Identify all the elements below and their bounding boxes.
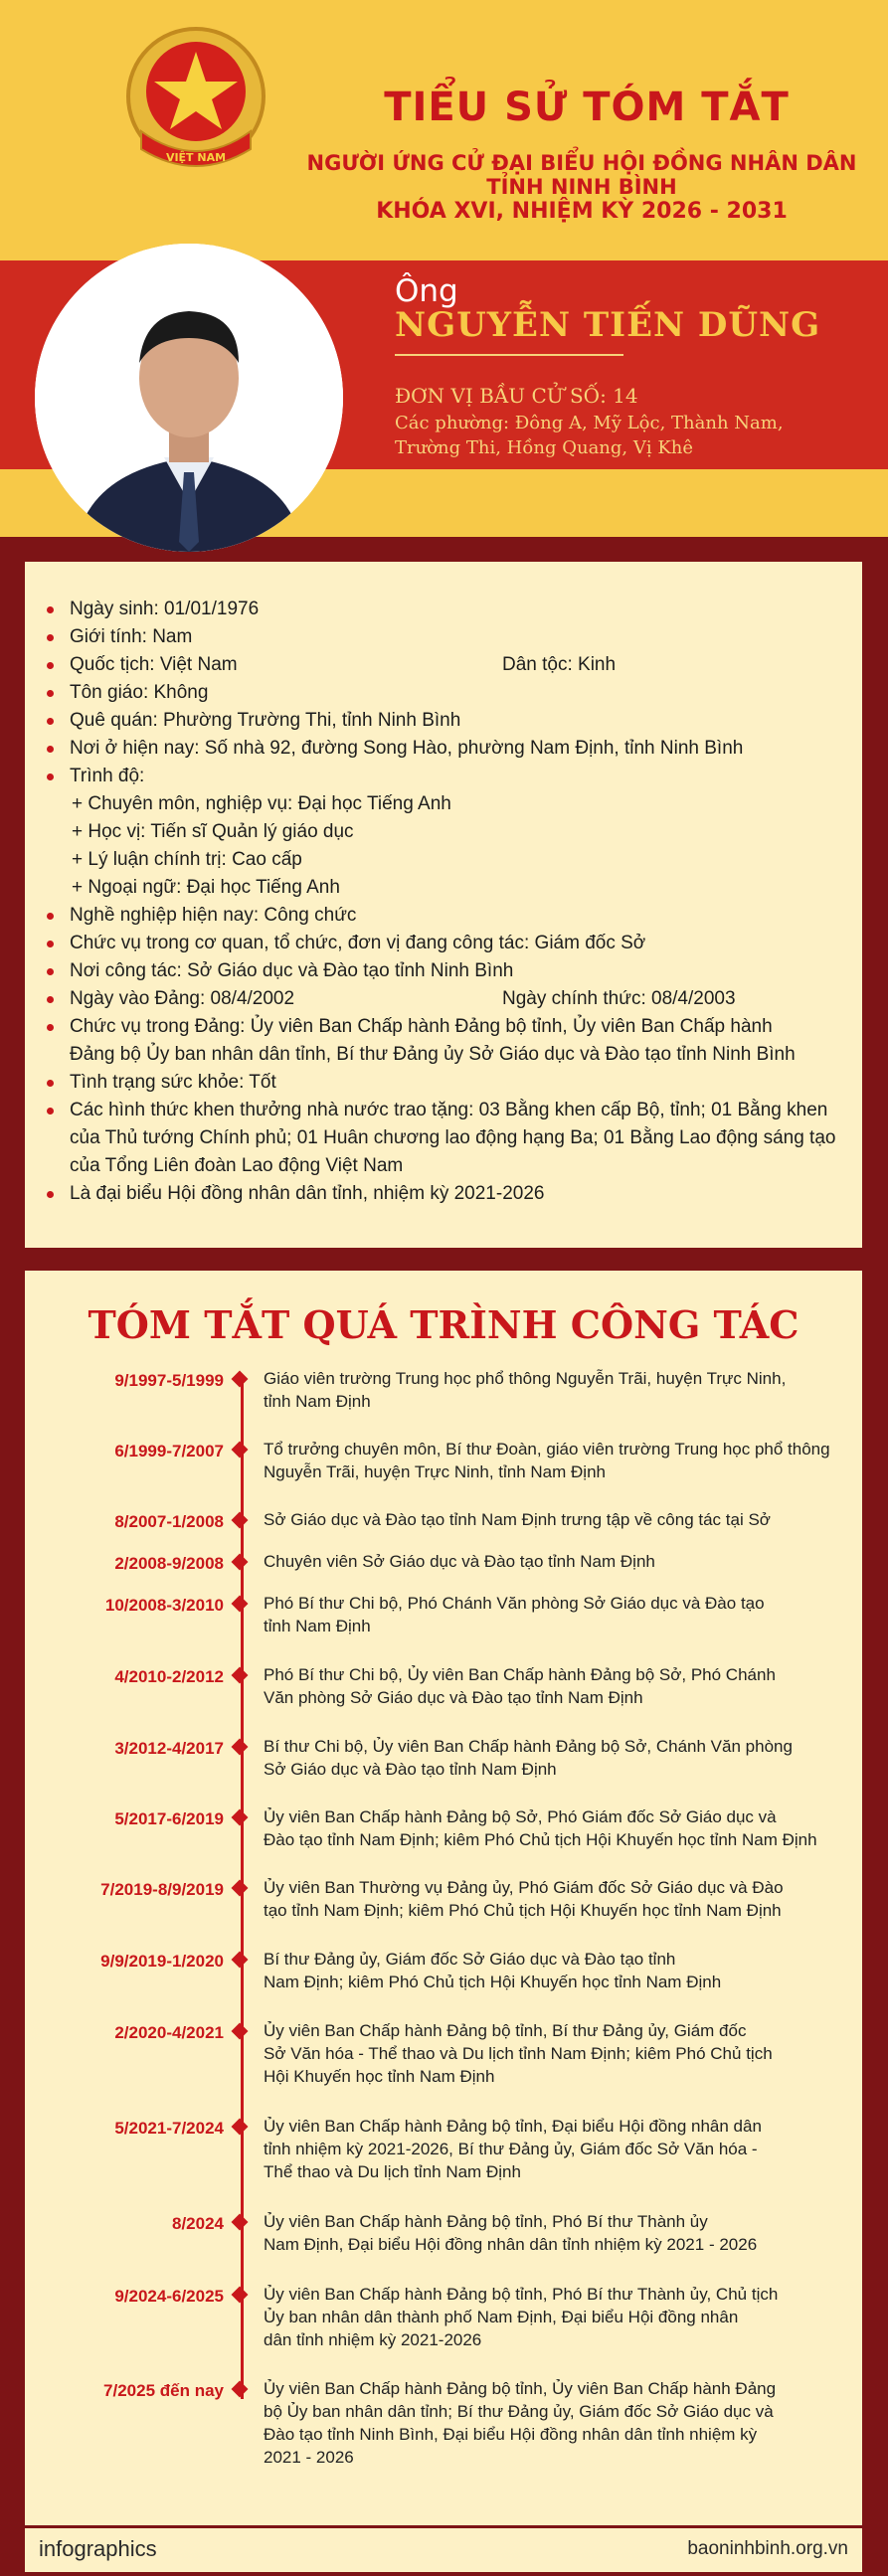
timeline-date: 2/2020-4/2021 <box>114 2023 224 2042</box>
footer-label: infographics <box>39 2536 157 2561</box>
national-emblem <box>111 22 280 186</box>
personal-info-panel <box>25 562 862 1248</box>
timeline-description-line: Đào tạo tỉnh Nam Định; kiêm Phó Chủ tịch Hội Khuyến học tỉnh Nam Định <box>264 1830 817 1849</box>
info-job: Nghề nghiệp hiện nay: Công chức <box>70 902 837 930</box>
timeline-date: 2/2008-9/2008 <box>114 1554 224 1573</box>
timeline-description-line: bộ Ủy ban nhân dân tỉnh; Bí thư Đảng ủy, Giám đốc Sở Giáo dục và <box>264 2402 774 2421</box>
timeline-marker-icon <box>232 1442 249 1459</box>
timeline-marker-icon <box>232 1952 249 1969</box>
timeline-description-line: Ủy ban nhân dân thành phố Nam Định, Đại biểu Hội đồng nhân <box>264 2308 739 2326</box>
timeline-description-line: Sở Giáo dục và Đào tạo tỉnh Nam Định trưng tập về công tác tại Sở <box>264 1510 771 1529</box>
timeline-date: 5/2017-6/2019 <box>114 1809 224 1828</box>
timeline-description-line: Bí thư Chi bộ, Ủy viên Ban Chấp hành Đảng bộ Sở, Chánh Văn phòng <box>264 1737 793 1756</box>
info-residence: Nơi ở hiện nay: Số nhà 92, đường Song Hào, phường Nam Định, tỉnh Ninh Bình <box>70 735 837 763</box>
timeline-description-line: Ủy viên Ban Chấp hành Đảng bộ tỉnh, Phó Bí thư Thành ủy, Chủ tịch <box>264 2285 779 2304</box>
awards-line: của Thủ tướng Chính phủ; 01 Huân chương lao động hạng Ba; 01 Bằng Lao động sáng tạo <box>70 1127 836 1148</box>
timeline-description-line: Bí thư Đảng ủy, Giám đốc Sở Giáo dục và Đào tạo tỉnh <box>264 1950 676 1969</box>
info-workplace: Nơi công tác: Sở Giáo dục và Đào tạo tỉnh Ninh Bình <box>70 957 837 985</box>
timeline-description <box>264 1805 850 1851</box>
timeline-description-line: tỉnh nhiệm kỳ 2021-2026, Bí thư Đảng ủy, Giám đốc Sở Văn hóa - <box>264 2140 758 2158</box>
timeline-marker-icon <box>232 1739 249 1756</box>
timeline-description <box>264 2283 850 2351</box>
info-edu-politics: + Lý luận chính trị: Cao cấp <box>72 849 302 870</box>
party-position-line: Đảng bộ Ủy ban nhân dân tỉnh, Bí thư Đảng ủy Sở Giáo dục và Đào tạo tỉnh Ninh Bình <box>70 1044 796 1065</box>
info-party-row <box>70 985 837 1013</box>
info-health: Tình trạng sức khỏe: Tốt <box>70 1069 837 1097</box>
electoral-wards <box>395 411 793 460</box>
info-education: Trình độ: <box>70 763 837 790</box>
info-hometown: Quê quán: Phường Trường Thi, tỉnh Ninh Bình <box>70 707 837 735</box>
timeline-description-line: Hội Khuyến học tỉnh Nam Định <box>264 2067 495 2086</box>
timeline-description <box>264 2210 850 2256</box>
timeline-description <box>264 1508 850 1531</box>
timeline-date: 9/9/2019-1/2020 <box>100 1952 224 1971</box>
timeline-date: 10/2008-3/2010 <box>104 1596 224 1615</box>
timeline-date: 9/2024-6/2025 <box>114 2287 224 2306</box>
awards-line: của Tổng Liên đoàn Lao động Việt Nam <box>70 1155 404 1176</box>
info-nationality: Quốc tịch: Việt Nam <box>70 654 238 675</box>
timeline-description-line: Ủy viên Ban Chấp hành Đảng bộ tỉnh, Ủy viên Ban Chấp hành Đảng <box>264 2379 777 2398</box>
timeline-marker-icon <box>232 2214 249 2231</box>
timeline-date: 7/2025 đến nay <box>103 2381 224 2400</box>
timeline-marker-icon <box>232 1596 249 1613</box>
timeline-description-line: tỉnh Nam Định <box>264 1617 371 1635</box>
electoral-unit: ĐƠN VỊ BẦU CỬ SỐ: 14 <box>395 384 638 408</box>
timeline-description-line: Đào tạo tỉnh Ninh Bình, Đại biểu Hội đồng nhân dân tỉnh nhiệm kỳ <box>264 2425 758 2444</box>
timeline-marker-icon <box>232 1512 249 1529</box>
timeline-date: 9/1997-5/1999 <box>114 1371 224 1390</box>
timeline-date: 8/2024 <box>172 2214 224 2233</box>
info-gender: Giới tính: Nam <box>70 623 837 651</box>
timeline-description-line: 2021 - 2026 <box>264 2448 354 2467</box>
timeline-description <box>264 1592 850 1637</box>
timeline-marker-icon <box>232 2381 249 2398</box>
timeline-description <box>264 2019 850 2088</box>
wards-line: Trường Thi, Hồng Quang, Vị Khê <box>395 437 694 458</box>
timeline-description-line: Phó Bí thư Chi bộ, Phó Chánh Văn phòng Sở Giáo dục và Đào tạo <box>264 1594 765 1613</box>
info-delegate: Là đại biểu Hội đồng nhân dân tỉnh, nhiệm kỳ 2021-2026 <box>70 1180 837 1208</box>
awards-line: Các hình thức khen thưởng nhà nước trao tặng: 03 Bằng khen cấp Bộ, tỉnh; 01 Bằng khen <box>70 1100 828 1120</box>
timeline-description-line: Ủy viên Ban Chấp hành Đảng bộ Sở, Phó Giám đốc Sở Giáo dục và <box>264 1807 777 1826</box>
info-birth: Ngày sinh: 01/01/1976 <box>70 596 837 623</box>
timeline-description-line: Chuyên viên Sở Giáo dục và Đào tạo tỉnh Nam Định <box>264 1552 655 1571</box>
timeline-date: 4/2010-2/2012 <box>114 1667 224 1686</box>
timeline-marker-icon <box>232 1809 249 1826</box>
timeline-date: 3/2012-4/2017 <box>114 1739 224 1758</box>
party-position-line: Chức vụ trong Đảng: Ủy viên Ban Chấp hành Đảng bộ tỉnh, Ủy viên Ban Chấp hành <box>70 1016 773 1037</box>
timeline-description <box>264 2115 850 2183</box>
candidate-name: NGUYỄN TIẾN DŨNG <box>395 305 821 345</box>
timeline-description-line: Giáo viên trường Trung học phổ thông Nguyễn Trãi, huyện Trực Ninh, <box>264 1369 787 1388</box>
page-title: TIỂU SỬ TÓM TẮT <box>384 85 790 130</box>
info-religion: Tôn giáo: Không <box>70 679 837 707</box>
timeline-description <box>264 1876 850 1922</box>
timeline-description <box>264 1367 850 1413</box>
timeline-description-line: Sở Giáo dục và Đào tạo tỉnh Nam Định <box>264 1760 557 1779</box>
timeline-description-line: Nam Định; kiêm Phó Chủ tịch Hội Khuyến học tỉnh Nam Định <box>264 1973 722 1991</box>
info-party-position <box>70 1013 837 1069</box>
info-awards <box>70 1097 837 1180</box>
timeline-marker-icon <box>232 1371 249 1388</box>
info-party-official: Ngày chính thức: 08/4/2003 <box>502 988 736 1009</box>
info-position: Chức vụ trong cơ quan, tổ chức, đơn vị đang công tác: Giám đốc Sở <box>70 930 837 957</box>
timeline-description-line: Văn phòng Sở Giáo dục và Đào tạo tỉnh Nam Định <box>264 1688 643 1707</box>
info-ethnicity: Dân tộc: Kinh <box>502 654 617 675</box>
page-term: KHÓA XVI, NHIỆM KỲ 2026 - 2031 <box>376 199 788 224</box>
info-party-join: Ngày vào Đảng: 08/4/2002 <box>70 988 295 1009</box>
timeline-marker-icon <box>232 2119 249 2136</box>
career-title: TÓM TẮT QUÁ TRÌNH CÔNG TÁC <box>88 1302 799 1347</box>
timeline-marker-icon <box>232 1880 249 1897</box>
footer <box>25 2528 862 2572</box>
timeline-description-line: Nguyễn Trãi, huyện Trực Ninh, tỉnh Nam Định <box>264 1462 606 1481</box>
timeline-marker-icon <box>232 1667 249 1684</box>
timeline-description-line: dân tỉnh nhiệm kỳ 2021-2026 <box>264 2330 482 2349</box>
timeline-description-line: Tổ trưởng chuyên môn, Bí thư Đoàn, giáo viên trường Trung học phổ thông <box>264 1440 830 1459</box>
timeline-description <box>264 1438 850 1483</box>
candidate-photo <box>35 244 343 552</box>
timeline-description-line: Ủy viên Ban Chấp hành Đảng bộ tỉnh, Bí thư Đảng ủy, Giám đốc <box>264 2021 747 2040</box>
timeline-description-line: Thể thao và Du lịch tỉnh Nam Định <box>264 2162 521 2181</box>
timeline-description <box>264 1550 850 1573</box>
timeline-description-line: Sở Văn hóa - Thể thao và Du lịch tỉnh Nam Định; kiêm Phó Chủ tịch <box>264 2044 773 2063</box>
footer-site: baoninhbinh.org.vn <box>687 2538 848 2559</box>
timeline-description <box>264 1663 850 1709</box>
wards-line: Các phường: Đông A, Mỹ Lộc, Thành Nam, <box>395 413 784 433</box>
timeline-description-line: Phó Bí thư Chi bộ, Ủy viên Ban Chấp hành Đảng bộ Sở, Phó Chánh <box>264 1665 776 1684</box>
name-divider <box>395 354 623 356</box>
emblem-text: VIỆT NAM <box>165 151 227 164</box>
timeline-date: 7/2019-8/9/2019 <box>100 1880 224 1899</box>
timeline-description <box>264 2377 850 2469</box>
page-subtitle: NGƯỜI ỨNG CỬ ĐẠI BIỂU HỘI ĐỒNG NHÂN DÂN TỈNH NINH BÌNH <box>306 151 857 199</box>
info-edu-degree: + Học vị: Tiến sĩ Quản lý giáo dục <box>72 821 354 842</box>
timeline-description-line: tạo tỉnh Nam Định; kiêm Phó Chủ tịch Hội Khuyến học tỉnh Nam Định <box>264 1901 782 1920</box>
info-nationality-row <box>70 651 837 679</box>
timeline-description-line: Nam Định, Đại biểu Hội đồng nhân dân tỉnh nhiệm kỳ 2021 - 2026 <box>264 2235 758 2254</box>
timeline-description-line: Ủy viên Ban Chấp hành Đảng bộ tỉnh, Phó Bí thư Thành ủy <box>264 2212 708 2231</box>
timeline-date: 5/2021-7/2024 <box>114 2119 224 2138</box>
career-panel <box>25 1271 862 2525</box>
timeline-description <box>264 1735 850 1781</box>
timeline-marker-icon <box>232 2023 249 2040</box>
info-edu-language: + Ngoại ngữ: Đại học Tiếng Anh <box>72 877 340 898</box>
timeline-description-line: tỉnh Nam Định <box>264 1392 371 1411</box>
candidate-honorific: Ông <box>395 273 458 309</box>
timeline-marker-icon <box>232 2287 249 2304</box>
timeline-date: 6/1999-7/2007 <box>114 1442 224 1460</box>
timeline-date: 8/2007-1/2008 <box>114 1512 224 1531</box>
timeline-marker-icon <box>232 1554 249 1571</box>
timeline-description-line: Ủy viên Ban Thường vụ Đảng ủy, Phó Giám đốc Sở Giáo dục và Đào <box>264 1878 784 1897</box>
info-edu-major: + Chuyên môn, nghiệp vụ: Đại học Tiếng Anh <box>72 793 451 814</box>
timeline-description <box>264 1948 850 1993</box>
timeline-description-line: Ủy viên Ban Chấp hành Đảng bộ tỉnh, Đại biểu Hội đồng nhân dân <box>264 2117 762 2136</box>
